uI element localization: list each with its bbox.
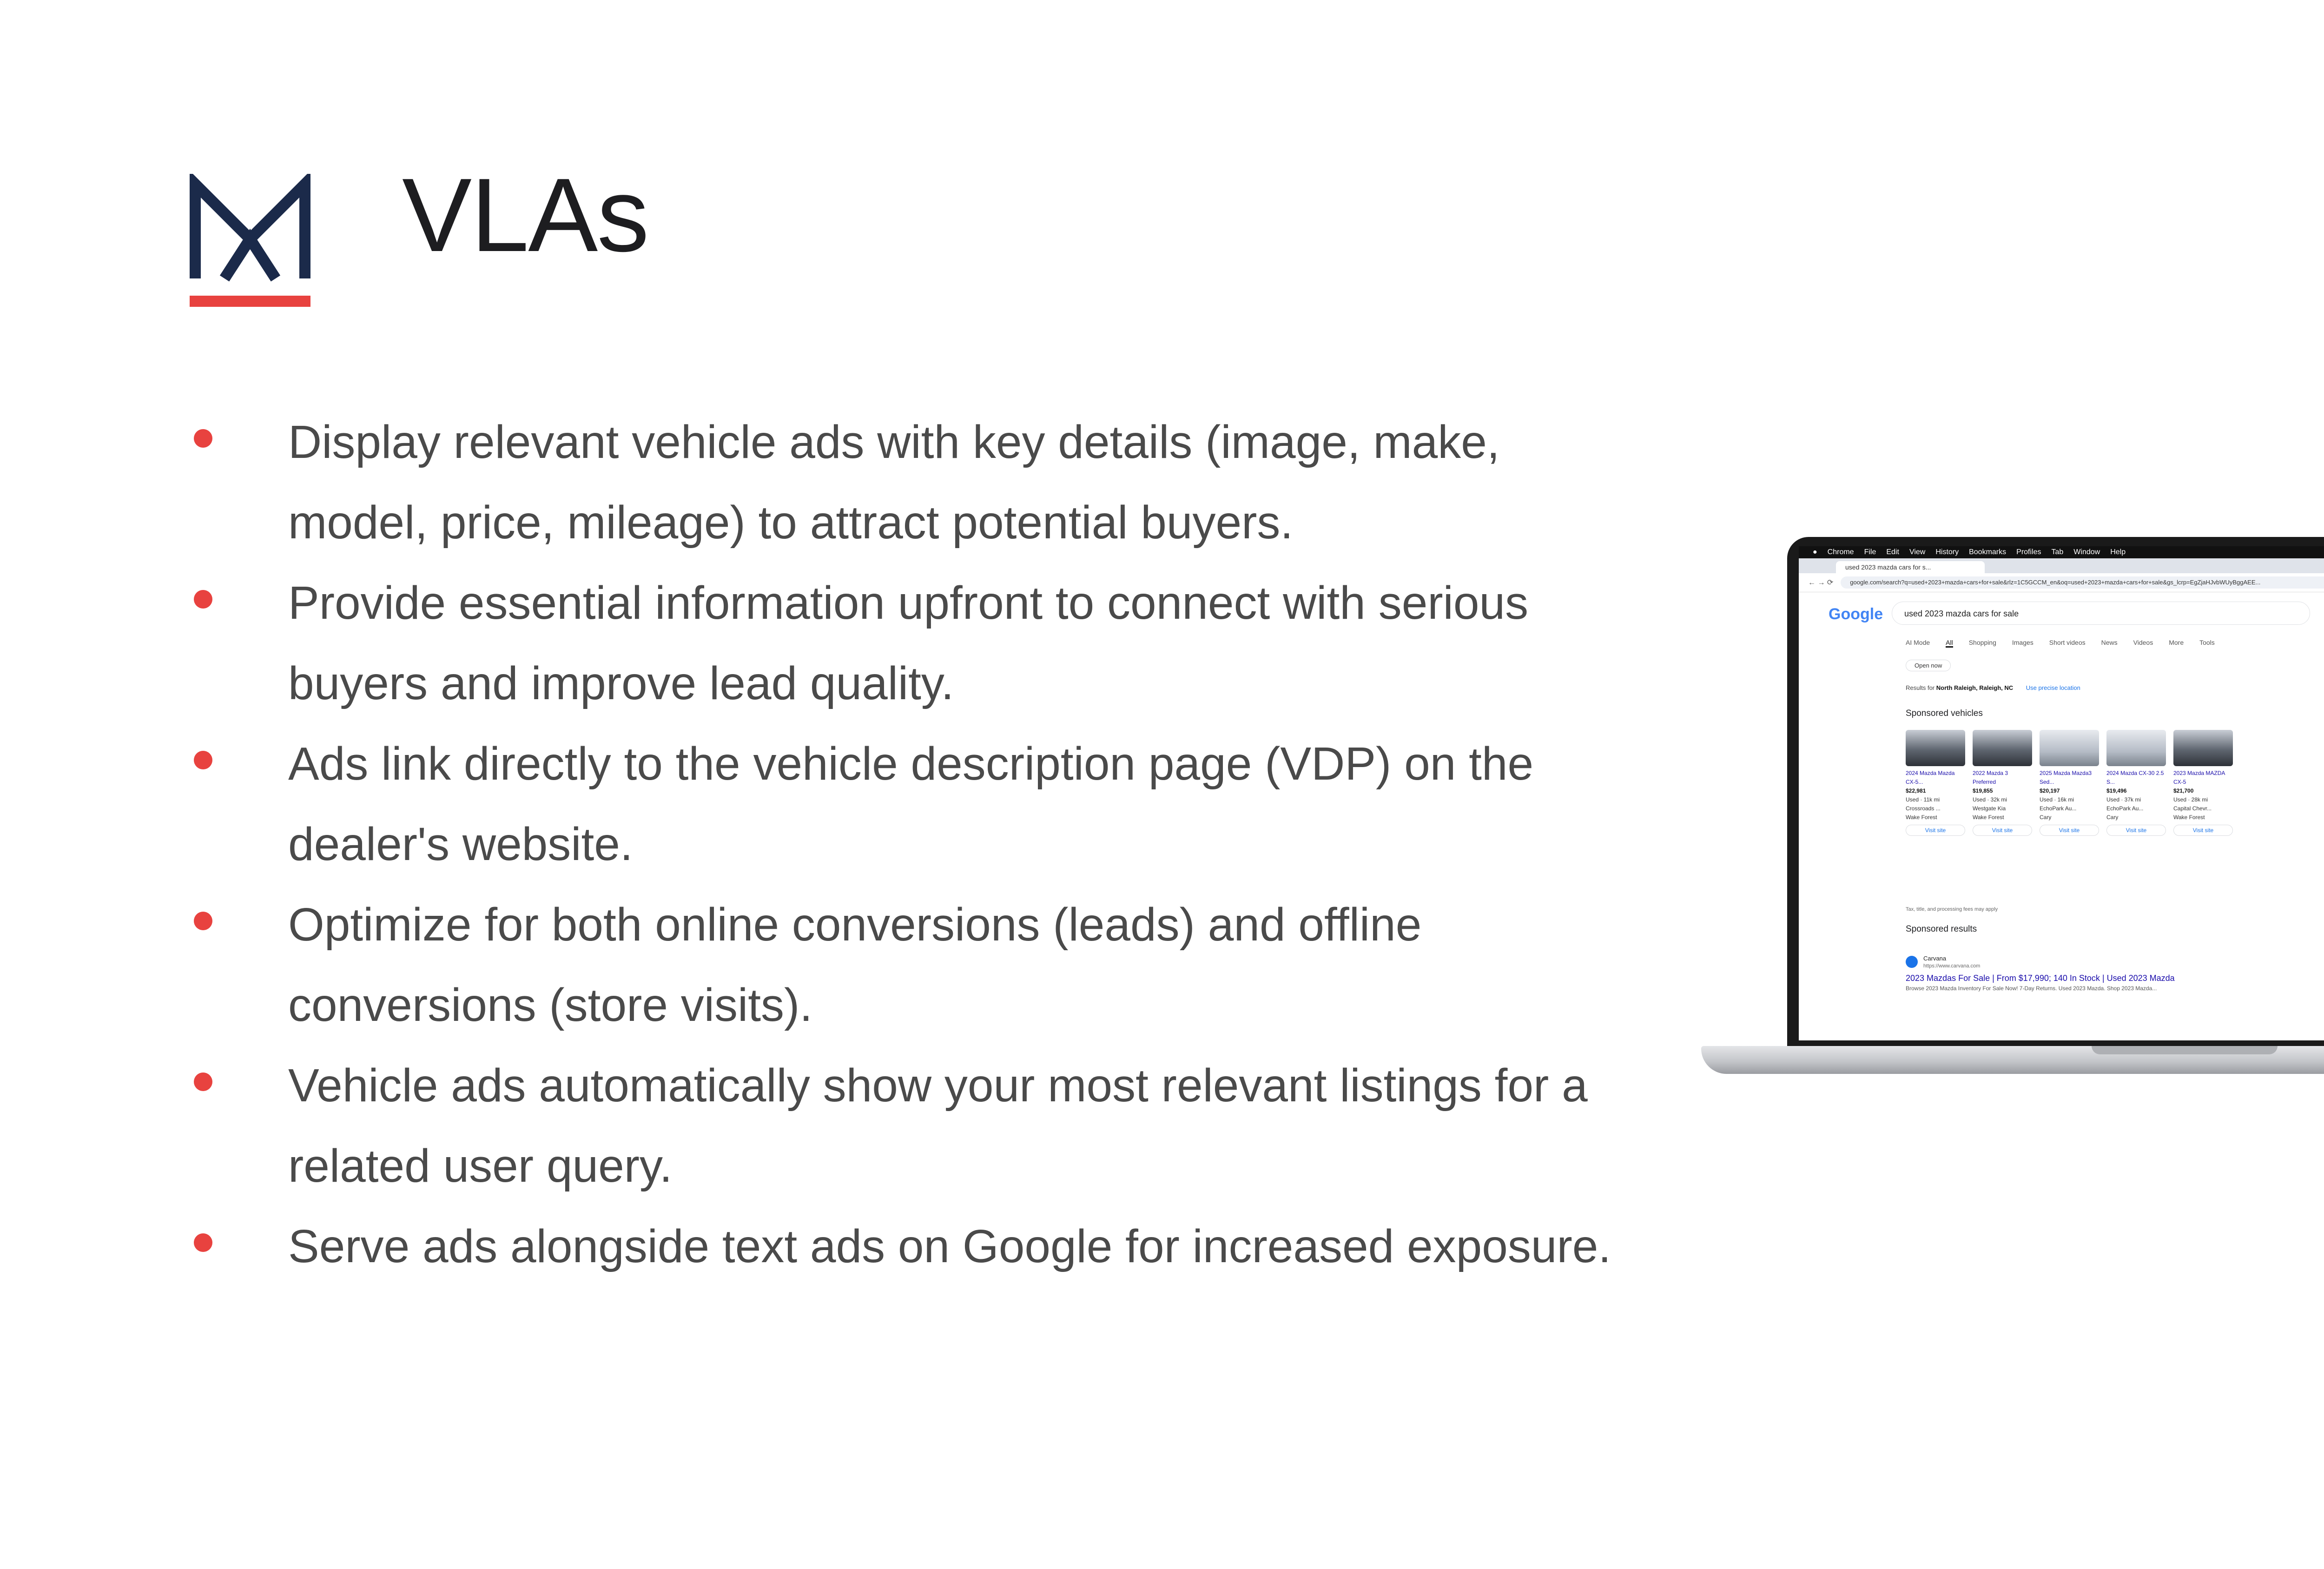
fees-note: Tax, title, and processing fees may apply [1906, 907, 1998, 912]
tab-more[interactable]: More [2169, 639, 2184, 646]
location-prefix: Results for [1906, 684, 1935, 691]
vehicle-detail: Used · 32k mi [1973, 796, 2007, 803]
bullet-dot-icon [194, 751, 212, 769]
vehicle-detail: Used · 28k mi [2173, 796, 2208, 803]
vehicle-ad-card[interactable] [1973, 730, 2032, 836]
sponsored-vehicles-heading: Sponsored vehicles [1906, 708, 1983, 718]
vehicle-ads-carousel [1906, 730, 2233, 836]
tab-news[interactable]: News [2101, 639, 2118, 646]
vehicle-price: $21,700 [2173, 788, 2194, 794]
menu-item[interactable]: Profiles [2016, 548, 2041, 556]
bullet-text: Display relevant vehicle ads with key details (image, make, model, price, mileage) to attract potential buyers. [288, 416, 1500, 549]
bullet-dot-icon [194, 1072, 212, 1091]
search-input[interactable]: used 2023 mazda cars for sale [1892, 602, 2310, 625]
location-name: North Raleigh, Raleigh, NC [1936, 684, 2014, 691]
visit-site-button[interactable]: Visit site [2106, 825, 2166, 836]
visit-site-button[interactable]: Visit site [1906, 825, 1965, 836]
precise-location-link[interactable]: Use precise location [2026, 684, 2080, 691]
laptop-base [1701, 1046, 2324, 1074]
vehicle-price: $20,197 [2040, 788, 2060, 794]
vehicle-image[interactable] [2173, 730, 2233, 766]
bullet-item [188, 1046, 1629, 1206]
vehicle-city: Cary [2106, 814, 2119, 821]
bullet-dot-icon [194, 1233, 212, 1252]
vehicle-dealer: Crossroads ... [1906, 805, 1941, 812]
ad-headline-link[interactable]: 2023 Mazdas For Sale | From $17,990; 140 In Stock | Used 2023 Mazda [1906, 973, 2175, 983]
back-forward-reload-icon[interactable]: ← → ⟳ [1808, 579, 1834, 587]
visit-site-button[interactable]: Visit site [1973, 825, 2032, 836]
browser-tabbar [1799, 558, 2324, 573]
open-now-chip[interactable]: Open now [1906, 660, 1951, 671]
menu-item[interactable]: View [1909, 548, 1926, 556]
vehicle-title[interactable]: 2025 Mazda Mazda3 Sed... [2040, 770, 2092, 785]
vehicle-title[interactable]: 2022 Mazda 3 Preferred [1973, 770, 2008, 785]
vehicle-city: Cary [2040, 814, 2052, 821]
vehicle-ad-card[interactable] [2040, 730, 2099, 836]
brand-logo-icon [190, 174, 310, 313]
vehicle-ad-card[interactable] [2106, 730, 2166, 836]
advertiser-favicon-icon [1906, 956, 1918, 968]
laptop-mockup [1701, 537, 2324, 1102]
bullet-list [188, 402, 1629, 1287]
menu-item[interactable]: Window [2073, 548, 2100, 556]
bullet-text: Vehicle ads automatically show your most relevant listings for a related user query. [288, 1059, 1588, 1192]
search-tabs [1906, 639, 2215, 648]
google-logo[interactable]: Google [1829, 605, 1883, 623]
vehicle-city: Wake Forest [1906, 814, 1937, 821]
bullet-item [188, 563, 1629, 724]
address-bar[interactable]: google.com/search?q=used+2023+mazda+cars+for+sale&rlz=1C5GCCM_en&oq=used+2023+mazda+cars+for+sale&gs_lcrp=EgZjaHJvbWUyBggAEE... [1841, 576, 2324, 589]
laptop-notch [2092, 1046, 2278, 1054]
browser-tab[interactable]: used 2023 mazda cars for s... [1836, 561, 1985, 573]
vehicle-ad-card[interactable] [1906, 730, 1965, 836]
menu-item[interactable]: Tab [2051, 548, 2064, 556]
tab-tools[interactable]: Tools [2199, 639, 2215, 646]
sponsored-results-heading: Sponsored results [1906, 924, 1977, 934]
vehicle-image[interactable] [1906, 730, 1965, 766]
vehicle-price: $22,981 [1906, 788, 1926, 794]
bullet-text: Serve ads alongside text ads on Google for increased exposure. [288, 1220, 1611, 1272]
vehicle-title[interactable]: 2023 Mazda MAZDA CX-5 [2173, 770, 2225, 785]
vehicle-detail: Used · 16k mi [2040, 796, 2074, 803]
browser-urlbar [1799, 573, 2324, 592]
vehicle-dealer: EchoPark Au... [2040, 805, 2077, 812]
vehicle-dealer: Capital Chevr... [2173, 805, 2212, 812]
vehicle-title[interactable]: 2024 Mazda Mazda CX-5... [1906, 770, 1955, 785]
vehicle-price: $19,855 [1973, 788, 1993, 794]
advertiser-url: https://www.carvana.com [1923, 963, 1981, 969]
vehicle-ad-card[interactable] [2173, 730, 2233, 836]
bullet-text: Ads link directly to the vehicle description page (VDP) on the dealer's website. [288, 738, 1534, 870]
menu-item[interactable]: File [1864, 548, 1876, 556]
apple-icon: ● [1813, 548, 1817, 556]
bullet-dot-icon [194, 590, 212, 609]
vehicle-image[interactable] [1973, 730, 2032, 766]
ad-description: Browse 2023 Mazda Inventory For Sale Now! 7-Day Returns. Used 2023 Mazda. Shop 2023 Mazda... [1906, 985, 2157, 992]
tab-shopping[interactable]: Shopping [1968, 639, 1996, 646]
slide-title: VLAs [402, 156, 648, 273]
location-line [1906, 684, 2080, 691]
visit-site-button[interactable]: Visit site [2173, 825, 2233, 836]
bullet-text: Provide essential information upfront to connect with serious buyers and improve lead quality. [288, 577, 1529, 709]
vehicle-detail: Used · 11k mi [1906, 796, 1940, 803]
vehicle-price: $19,496 [2106, 788, 2127, 794]
vehicle-city: Wake Forest [2173, 814, 2205, 821]
google-results-page [1799, 592, 2324, 992]
tab-short-videos[interactable]: Short videos [2049, 639, 2086, 646]
tab-all[interactable]: All [1946, 639, 1953, 648]
vehicle-image[interactable] [2106, 730, 2166, 766]
tab-videos[interactable]: Videos [2133, 639, 2153, 646]
vehicle-detail: Used · 37k mi [2106, 796, 2141, 803]
mac-menubar [1799, 546, 2324, 558]
laptop-screen [1799, 546, 2324, 1040]
vehicle-image[interactable] [2040, 730, 2099, 766]
vehicle-title[interactable]: 2024 Mazda CX-30 2.5 S... [2106, 770, 2164, 785]
menu-item[interactable]: Bookmarks [1969, 548, 2007, 556]
bullet-item [188, 724, 1629, 885]
advertiser-name: Carvana [1923, 955, 1947, 962]
menu-item[interactable]: Help [2110, 548, 2126, 556]
menu-item[interactable]: History [1935, 548, 1959, 556]
bullet-item [188, 402, 1629, 563]
bullet-dot-icon [194, 912, 212, 930]
tab-images[interactable]: Images [2012, 639, 2034, 646]
tab-ai-mode[interactable]: AI Mode [1906, 639, 1930, 646]
visit-site-button[interactable]: Visit site [2040, 825, 2099, 836]
text-ad-result [1906, 955, 2175, 992]
vehicle-city: Wake Forest [1973, 814, 2004, 821]
advertiser-row [1906, 955, 2175, 969]
bullet-text: Optimize for both online conversions (leads) and offline conversions (store visits). [288, 899, 1422, 1031]
vehicle-dealer: EchoPark Au... [2106, 805, 2144, 812]
bullet-dot-icon [194, 429, 212, 448]
menu-item[interactable]: Chrome [1827, 548, 1854, 556]
menu-item[interactable]: Edit [1886, 548, 1899, 556]
bullet-item [188, 885, 1629, 1046]
vehicle-dealer: Westgate Kia [1973, 805, 2006, 812]
bullet-item [188, 1206, 1629, 1287]
